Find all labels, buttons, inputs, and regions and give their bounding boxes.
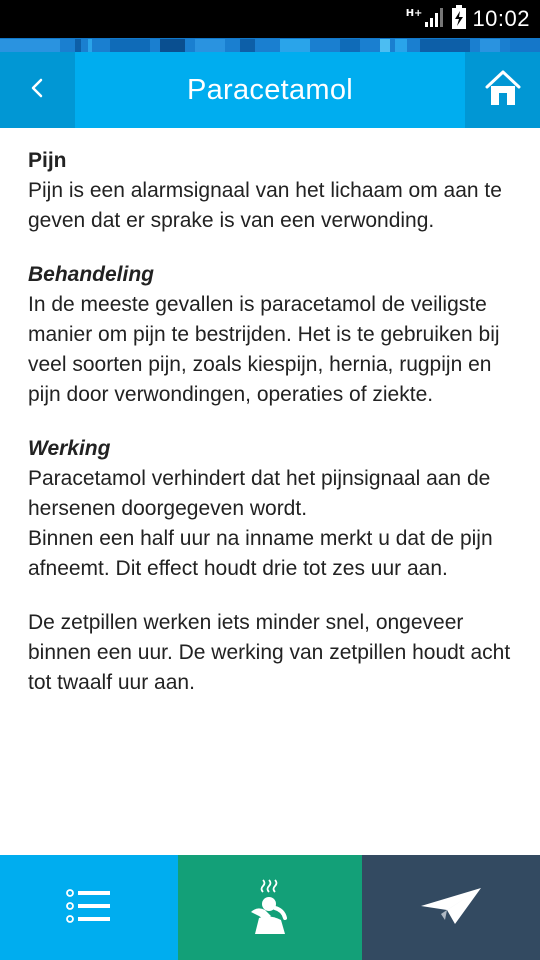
action-paragraph-1: Paracetamol verhindert dat het pijnsignaal aan de hersenen doorgegeven wordt. [28, 467, 491, 520]
paper-plane-icon [419, 886, 483, 930]
chevron-left-icon [28, 76, 48, 104]
action-section [28, 434, 518, 584]
action-heading: Werking [28, 437, 111, 460]
home-button[interactable] [465, 52, 540, 128]
list-icon [66, 889, 112, 927]
header-decoration [0, 38, 540, 52]
status-icons [406, 0, 530, 38]
section-title: Pijn [28, 149, 67, 172]
network-type-label: H+ [405, 7, 423, 19]
bottom-nav [0, 855, 540, 960]
page-title: Paracetamol [186, 73, 354, 106]
back-button[interactable] [0, 52, 75, 128]
app-bar [0, 52, 540, 128]
nav-list-button[interactable] [0, 855, 178, 960]
clock: 10:02 [472, 6, 530, 31]
battery-icon [452, 5, 466, 33]
treatment-paragraph: In de meeste gevallen is paracetamol de veiligste manier om pijn te bestrijden. Het is te gebruiken bij veel soorten pijn, zoals kiespijn, hernia, rugpijn en pijn door verwondingen, operaties of ziekte. [28, 293, 500, 406]
article-content [28, 128, 518, 855]
nav-send-button[interactable] [362, 855, 540, 960]
pain-body-icon [245, 878, 295, 938]
suppositories-section [28, 608, 518, 698]
treatment-heading: Behandeling [28, 263, 155, 286]
status-bar [0, 0, 540, 38]
signal-icon [424, 6, 446, 32]
action-paragraph-2: Binnen een half uur na inname merkt u dat de pijn afneemt. Dit effect houdt drie tot zes uur aan. [28, 527, 493, 580]
treatment-section [28, 260, 518, 410]
home-icon [483, 68, 523, 112]
nav-pain-button[interactable] [178, 855, 362, 960]
intro-paragraph: Pijn is een alarmsignaal van het lichaam om aan te geven dat er sprake is van een verwonding. [28, 179, 502, 232]
suppositories-paragraph: De zetpillen werken iets minder snel, ongeveer binnen een uur. De werking van zetpillen houdt acht tot twaalf uur aan. [28, 611, 511, 694]
